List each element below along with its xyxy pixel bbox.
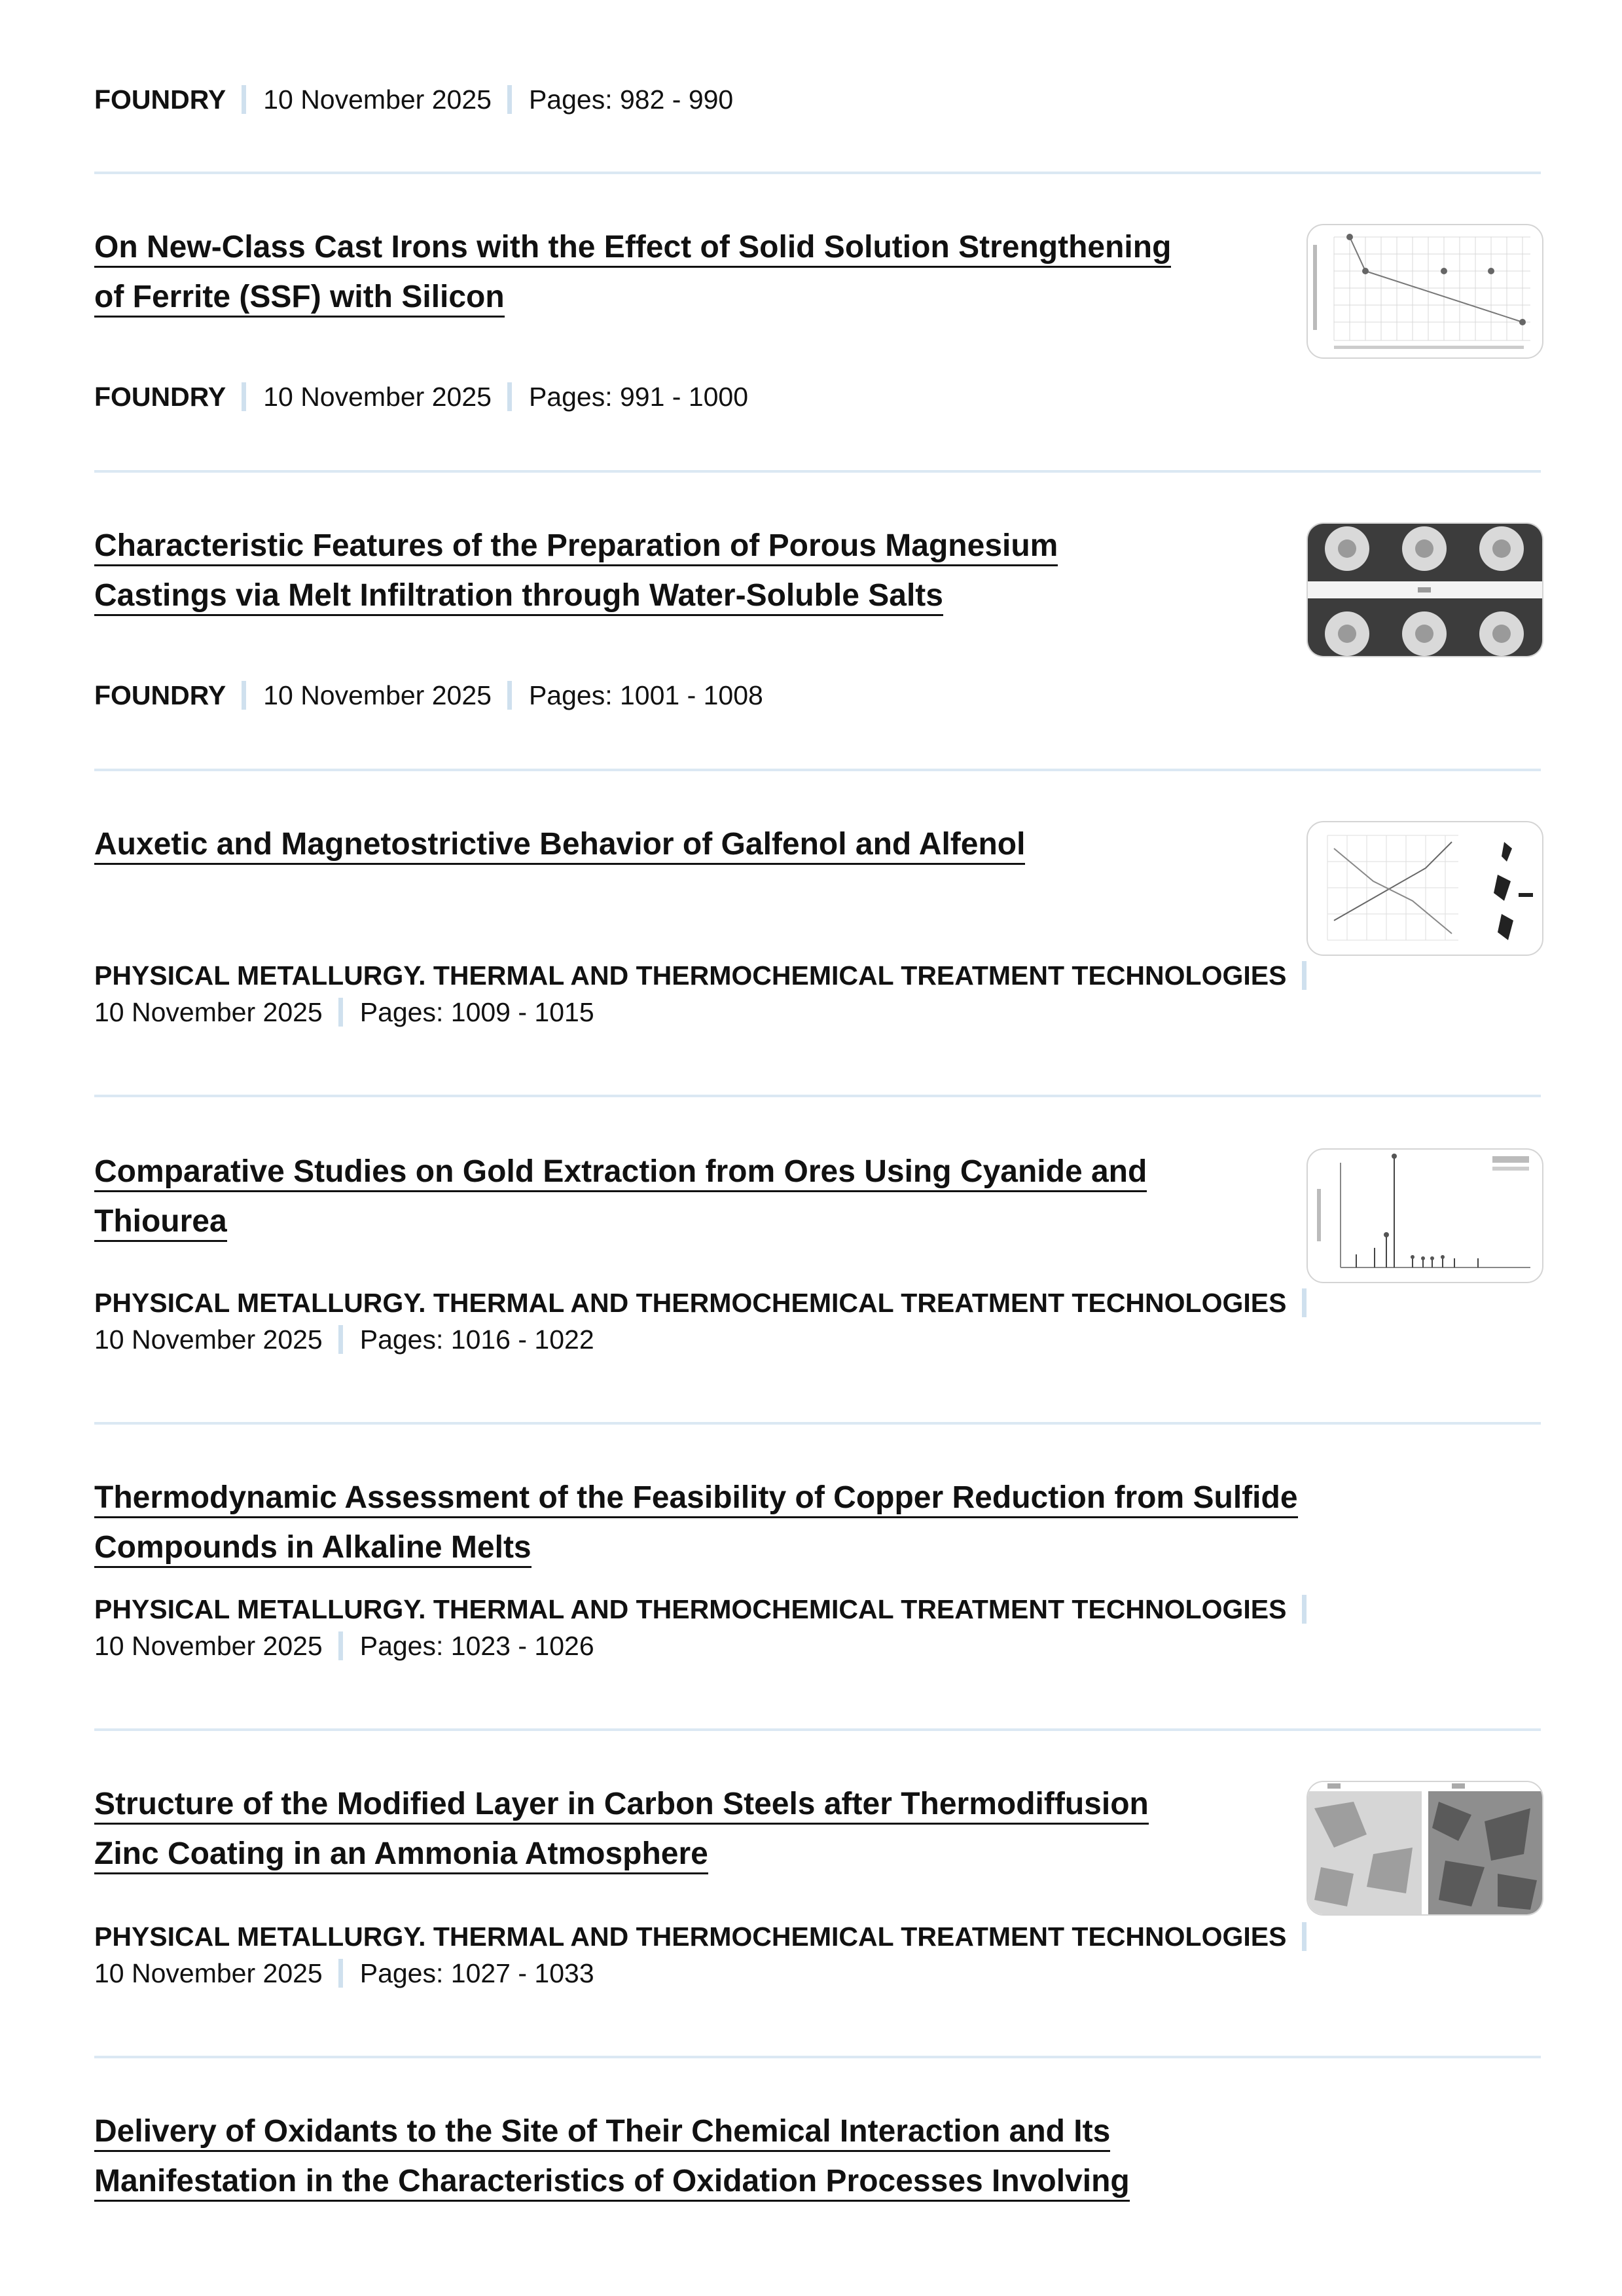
article-pages: Pages: 982 - 990 xyxy=(528,84,734,115)
meta-separator xyxy=(338,1959,343,1988)
diagram-icon xyxy=(1308,822,1542,955)
article-title[interactable] xyxy=(94,1473,1298,1573)
micrograph-icon xyxy=(1308,1782,1542,1914)
meta-separator xyxy=(338,1325,343,1354)
article-title[interactable] xyxy=(94,1147,1147,1247)
article-title-line[interactable]: Compounds in Alkaline Melts xyxy=(94,1530,532,1568)
article-pages: Pages: 1027 - 1033 xyxy=(359,1958,594,1988)
article-meta xyxy=(94,378,748,415)
entry-divider xyxy=(94,2056,1541,2058)
meta-separator xyxy=(338,998,343,1027)
article-title-line[interactable]: Comparative Studies on Gold Extraction from Ores Using Cyanide and xyxy=(94,1154,1147,1192)
article-date: 10 November 2025 xyxy=(263,382,492,412)
article-date: 10 November 2025 xyxy=(94,1958,323,1988)
article-meta xyxy=(94,1285,1324,1358)
article-title[interactable] xyxy=(94,2107,1130,2206)
article-title[interactable] xyxy=(94,820,1025,869)
article-pages: Pages: 1016 - 1022 xyxy=(359,1324,594,1355)
article-date: 10 November 2025 xyxy=(263,84,492,115)
article-date: 10 November 2025 xyxy=(94,997,323,1027)
article-pages: Pages: 1009 - 1015 xyxy=(359,997,594,1027)
article-title-line[interactable]: Thermodynamic Assessment of the Feasibility of Copper Reduction from Sulfide xyxy=(94,1480,1298,1518)
meta-separator xyxy=(242,382,246,411)
article-category[interactable]: FOUNDRY xyxy=(94,382,226,412)
meta-separator xyxy=(1302,1288,1307,1317)
article-meta xyxy=(94,677,763,714)
meta-separator xyxy=(338,1631,343,1660)
meta-separator xyxy=(507,382,512,411)
meta-separator xyxy=(242,681,246,710)
article-title-line[interactable]: Manifestation in the Characteristics of Oxidation Processes Involving xyxy=(94,2164,1130,2202)
meta-separator xyxy=(1302,1595,1307,1624)
article-category[interactable]: PHYSICAL METALLURGY. THERMAL AND THERMOCHEMICAL TREATMENT TECHNOLOGIES xyxy=(94,1288,1287,1318)
article-category[interactable]: PHYSICAL METALLURGY. THERMAL AND THERMOCHEMICAL TREATMENT TECHNOLOGIES xyxy=(94,1922,1287,1952)
article-title-line[interactable]: of Ferrite (SSF) with Silicon xyxy=(94,280,505,318)
article-category[interactable]: PHYSICAL METALLURGY. THERMAL AND THERMOCHEMICAL TREATMENT TECHNOLOGIES xyxy=(94,960,1287,991)
article-date: 10 November 2025 xyxy=(94,1631,323,1661)
article-title-line[interactable]: Auxetic and Magnetostrictive Behavior of Galfenol and Alfenol xyxy=(94,827,1025,865)
xrd-chart-thumbnail[interactable] xyxy=(1307,1148,1543,1283)
article-title-line[interactable]: Delivery of Oxidants to the Site of Their Chemical Interaction and Its xyxy=(94,2114,1110,2152)
xrd-chart-icon xyxy=(1308,1150,1542,1282)
entry-divider xyxy=(94,470,1541,473)
entry-divider xyxy=(94,769,1541,771)
article-pages: Pages: 1001 - 1008 xyxy=(528,680,763,710)
entry-divider xyxy=(94,1422,1541,1425)
article-category[interactable]: FOUNDRY xyxy=(94,84,226,115)
photo-icon xyxy=(1308,524,1542,656)
article-title[interactable] xyxy=(94,223,1171,322)
line-chart-icon xyxy=(1308,225,1542,357)
article-title-line[interactable]: Thiourea xyxy=(94,1204,227,1242)
micrograph-thumbnail[interactable] xyxy=(1307,1781,1543,1916)
article-title-line[interactable]: Zinc Coating in an Ammonia Atmosphere xyxy=(94,1836,708,1874)
article-meta xyxy=(94,81,733,118)
diagram-thumbnail[interactable] xyxy=(1307,821,1543,956)
entry-divider xyxy=(94,1728,1541,1731)
meta-separator xyxy=(1302,961,1307,990)
line-chart-thumbnail[interactable] xyxy=(1307,224,1543,359)
article-title-line[interactable]: Characteristic Features of the Preparation of Porous Magnesium xyxy=(94,528,1058,566)
article-title[interactable] xyxy=(94,521,1058,621)
article-meta xyxy=(94,957,1324,1030)
article-meta xyxy=(94,1918,1324,1992)
meta-separator xyxy=(1302,1922,1307,1951)
article-title[interactable] xyxy=(94,1779,1149,1879)
article-date: 10 November 2025 xyxy=(94,1324,323,1355)
entry-divider xyxy=(94,1095,1541,1097)
article-date: 10 November 2025 xyxy=(263,680,492,710)
article-title-line[interactable]: Castings via Melt Infiltration through Water-Soluble Salts xyxy=(94,578,943,616)
article-category[interactable]: PHYSICAL METALLURGY. THERMAL AND THERMOCHEMICAL TREATMENT TECHNOLOGIES xyxy=(94,1594,1287,1624)
meta-separator xyxy=(507,85,512,114)
meta-separator xyxy=(507,681,512,710)
article-pages: Pages: 991 - 1000 xyxy=(528,382,749,412)
meta-separator xyxy=(242,85,246,114)
article-pages: Pages: 1023 - 1026 xyxy=(359,1631,594,1661)
photo-thumbnail[interactable] xyxy=(1307,522,1543,657)
entry-divider xyxy=(94,172,1541,174)
article-title-line[interactable]: Structure of the Modified Layer in Carbon Steels after Thermodiffusion xyxy=(94,1787,1149,1825)
article-category[interactable]: FOUNDRY xyxy=(94,680,226,710)
article-meta xyxy=(94,1591,1324,1664)
article-title-line[interactable]: On New-Class Cast Irons with the Effect of Solid Solution Strengthening xyxy=(94,230,1171,268)
